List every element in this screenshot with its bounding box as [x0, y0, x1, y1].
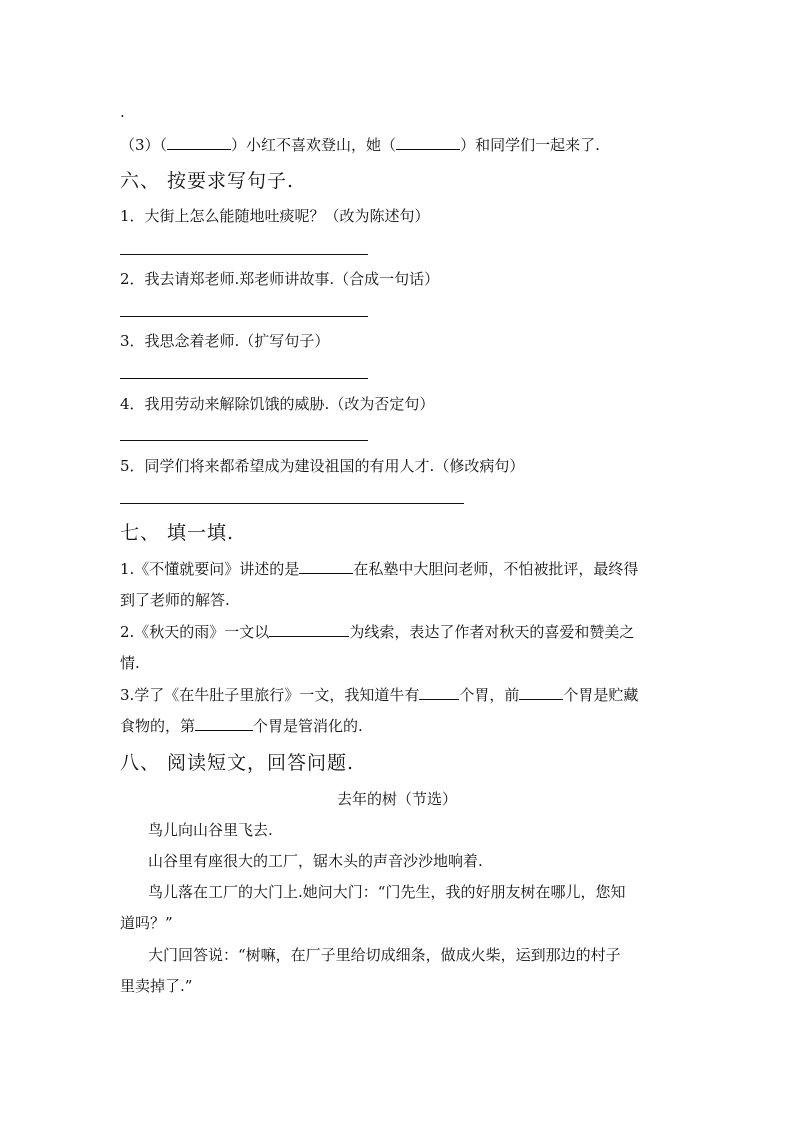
- section-6-title: 六、 按要求写句子.: [120, 170, 295, 192]
- passage-paragraph-1: 鸟儿向山谷里飞去.: [148, 821, 273, 839]
- section-6-item-4: 4．我用劳动来解除饥饿的威胁.（改为否定句）: [120, 395, 435, 413]
- question-3-prefix: （3）（: [120, 136, 168, 154]
- item-1-text-a: 1.《不懂就要问》讲述的是: [120, 560, 300, 578]
- section-7-item-3-cont: [120, 716, 363, 736]
- section-6-item-5: 5．同学们将来都希望成为建设祖国的有用人才.（修改病句）: [120, 457, 525, 475]
- answer-blank[interactable]: [419, 685, 459, 700]
- answer-line[interactable]: [120, 316, 368, 317]
- section-7-item-1-cont: 到了老师的解答.: [120, 591, 230, 609]
- section-6-item-2: 2．我去请郑老师.郑老师讲故事.（合成一句话）: [120, 270, 440, 288]
- answer-blank[interactable]: [519, 685, 563, 700]
- section-6-item-3: 3．我思念着老师.（扩写句子）: [120, 332, 330, 350]
- item-3-text-d: 食物的，第: [120, 717, 196, 735]
- answer-line[interactable]: [120, 503, 464, 504]
- passage-paragraph-3: 鸟儿落在工厂的大门上.她问大门：“门先生，我的好朋友树在哪儿，您知: [148, 883, 626, 901]
- answer-line[interactable]: [120, 440, 368, 441]
- item-3-text-b: 个胃，前: [459, 686, 520, 704]
- section-7-item-2-cont: 情.: [120, 654, 140, 672]
- item-2-text-a: 2.《秋天的雨》一文以: [120, 623, 270, 641]
- passage-paragraph-4-cont: 里卖掉了.”: [120, 977, 193, 995]
- section-6-item-1: 1．大街上怎么能随地吐痰呢？（改为陈述句）: [120, 207, 430, 225]
- question-3-suffix: ）和同学们一起来了.: [460, 136, 600, 154]
- item-3-text-a: 3.学了《在牛肚子里旅行》一文，我知道牛有: [120, 686, 420, 704]
- answer-line[interactable]: [120, 254, 368, 255]
- passage-paragraph-2: 山谷里有座很大的工厂，锯木头的声音沙沙地响着.: [148, 852, 483, 870]
- answer-blank[interactable]: [195, 716, 253, 731]
- answer-blank[interactable]: [299, 559, 353, 574]
- item-3-text-e: 个胃是管消化的.: [253, 717, 363, 735]
- answer-blank[interactable]: [167, 135, 231, 150]
- item-3-text-c: 个胃是贮藏: [563, 686, 639, 704]
- section-7-title: 七、 填一填.: [120, 522, 235, 544]
- section-7-item-1: [120, 559, 638, 579]
- item-1-text-b: 在私塾中大胆问老师，不怕被批评，最终得: [353, 560, 639, 578]
- answer-line[interactable]: [120, 378, 368, 379]
- stray-dot: .: [120, 103, 125, 121]
- section-7-item-2: [120, 622, 634, 642]
- section-7-item-3: [120, 685, 638, 705]
- item-2-text-b: 为线索，表达了作者对秋天的喜爱和赞美之: [349, 623, 635, 641]
- answer-blank[interactable]: [269, 622, 349, 637]
- passage-paragraph-4: 大门回答说：“树嘛，在厂子里给切成细条，做成火柴，运到那边的村子: [148, 946, 621, 964]
- question-3-line: [120, 135, 600, 155]
- passage-paragraph-3-cont: 道吗？”: [120, 914, 173, 932]
- section-8-title: 八、 阅读短文，回答问题.: [120, 752, 355, 774]
- question-3-mid: ）小红不喜欢登山，她（: [231, 136, 397, 154]
- passage-title: 去年的树（节选）: [336, 790, 457, 808]
- answer-blank[interactable]: [396, 135, 460, 150]
